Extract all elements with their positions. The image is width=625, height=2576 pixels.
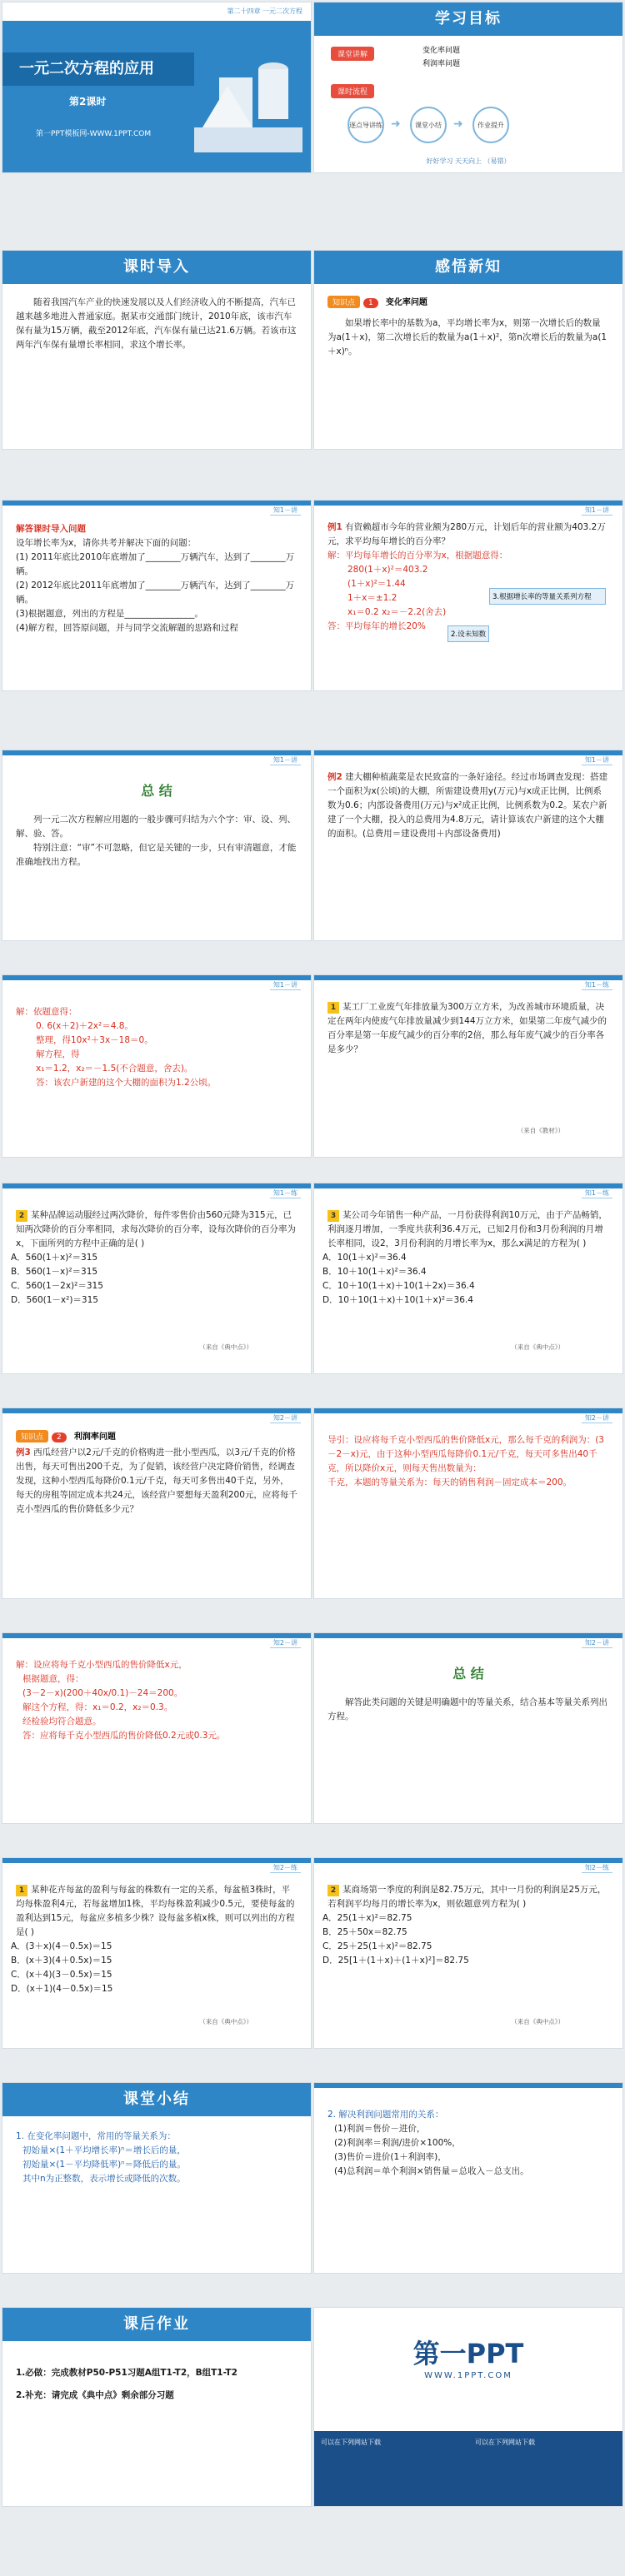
- flow-step-1: 逐点导讲练: [348, 107, 384, 143]
- item2-pill: 课时流程: [331, 84, 374, 98]
- header-bar: 第二十四章 一元二次方程: [2, 2, 311, 21]
- l3: (2)利润率＝利润/进价×100%，: [334, 2138, 461, 2148]
- summary-title: 总 结: [452, 1666, 484, 1682]
- slide-homework: [2, 2307, 312, 2507]
- kp-number: 1: [363, 298, 378, 308]
- l2: 根据题意，得：: [22, 1674, 84, 1684]
- tag: 知1－练: [270, 1188, 301, 1198]
- kp-name: 变化率问题: [385, 298, 428, 307]
- slide-solution-2: [2, 974, 312, 1158]
- slide-guide-3: [313, 1408, 623, 1599]
- source: （来自《典中点》）: [199, 1343, 252, 1351]
- q1: (1) 2011年底比2010年底增加了________万辆汽车，达到了________万辆。: [16, 552, 295, 576]
- q-body: 某工厂工业废气年排放量为300万立方米，为改善城市环境质量，决定在两年内使废气年排放量减少到144万立方米，如果第二年废气减少的百分率是第一年废气减少的百分率的2倍，那么每年废气减少的百分率各是多少？: [328, 1002, 608, 1054]
- slide-practice-4: [2, 1857, 312, 2049]
- slide-example-1: [313, 500, 623, 691]
- flow-step-3: 作业提升: [472, 107, 509, 143]
- arrow-right-icon: ➜: [391, 117, 401, 131]
- tag: 知1－练: [582, 1188, 612, 1198]
- slide-lesson-summary: [2, 2082, 312, 2274]
- kp-label: 知识点: [328, 296, 360, 308]
- opt-a: A．(3＋x)(4－0.5x)＝15: [11, 1941, 112, 1951]
- q-num: 2: [328, 1885, 339, 1896]
- opt-c: C．560(1－2x)²＝315: [11, 1281, 103, 1291]
- slide-branding: [313, 2307, 623, 2507]
- slide-objectives: [313, 2, 623, 173]
- q-num: 2: [16, 1210, 28, 1222]
- l5: x₁＝1.2，x₂＝－1.5(不合题意，舍去)。: [36, 1064, 193, 1074]
- l4: 解方程，得: [36, 1049, 80, 1059]
- opt-c: C．25＋25(1＋x)²＝82.75: [322, 1941, 432, 1951]
- q-body: 某公司今年销售一种产品，一月份获得利润10万元，由于产品畅销，利润逐月增加，一季度共获利36.4万元，已知2月份和3月份利润的月增长率相同，设2，3月份利润的月增长率为x，那么x满足的方程为( ): [328, 1210, 608, 1248]
- ans-5: x₁＝0.2 x₂＝－2.2(舍去): [348, 607, 447, 617]
- l6: 答：该农户新建的这个大棚的面积为1.2公顷。: [36, 1078, 217, 1088]
- opt-b: B．(x＋3)(4＋0.5x)＝15: [11, 1956, 112, 1966]
- tag: 知2－讲: [270, 1638, 301, 1648]
- source: （来自《典中点》）: [199, 2018, 252, 2025]
- slide-practice-2: [2, 1183, 312, 1374]
- item1-b: 利润率问题: [422, 60, 461, 68]
- l3: (3－2－x)(200＋40x/0.1)－24＝200。: [22, 1688, 183, 1698]
- ex-label: 例3: [16, 1447, 31, 1457]
- q-body: 某商场第一季度的利润是82.75万元，其中一月份的利润是25万元，若利润平均每月的增长率为x，则依题意列方程为( ): [328, 1885, 607, 1909]
- slide-title: [2, 2, 312, 173]
- tag: 知1－讲: [270, 755, 301, 765]
- ans-2: 280(1＋x)²＝403.2: [348, 565, 428, 575]
- tag: 知2－讲: [582, 1638, 612, 1648]
- arrow-right-icon: ➜: [453, 117, 463, 131]
- guide-l2: 千克，本题的等量关系为：每天的销售利润－固定成本＝200。: [328, 1477, 572, 1487]
- slide-solution-3: [2, 1632, 312, 1824]
- summary-body-2: 特别注意：“审”不可忽略，但它是关键的一步，只有审清题意，才能准确地找出方程。: [16, 843, 297, 867]
- callout-3: 3.根据增长率的等量关系列方程: [489, 588, 606, 605]
- l1: 2. 解决利润问题常用的关系：: [328, 2110, 444, 2120]
- tag: 知2－练: [582, 1863, 612, 1873]
- footer: 好好学习 天天向上 （易错）: [426, 157, 511, 165]
- l3: 初始量×(1－平均降低率)ⁿ＝降低后的量。: [22, 2160, 186, 2170]
- slide-knowledge-1: [313, 250, 623, 450]
- l6: 答：应将每千克小型西瓜的售价降低0.2元或0.3元。: [22, 1731, 226, 1741]
- objectives-title: 学习目标: [314, 2, 622, 36]
- callout-2: 2.设未知数: [448, 625, 489, 642]
- q-num: 1: [328, 1002, 339, 1014]
- slide-intro: [2, 250, 312, 450]
- homework-title: 课后作业: [2, 2308, 311, 2341]
- slide-example-2: [313, 750, 623, 941]
- item1-pill: 课堂讲解: [331, 47, 374, 61]
- geometry-shapes-icon: [194, 36, 302, 152]
- l5: (4)总利润＝单个利润×销售量＝总收入－总支出。: [334, 2166, 529, 2176]
- l2: (1)利润＝售价－进价，: [334, 2124, 426, 2134]
- ans-3: (1＋x)²＝1.44: [348, 579, 406, 589]
- q-body: 某种品牌运动服经过两次降价，每件零售价由560元降为315元，已知两次降价的百分率相同，求每次降价的百分率，设每次降价的百分率为x，下面所列的方程中正确的是( ): [16, 1210, 296, 1248]
- brand-url: WWW.1PPT.COM: [424, 2371, 512, 2380]
- q-num: 3: [328, 1210, 339, 1222]
- q-num: 1: [16, 1885, 28, 1896]
- opt-b: B．25＋50x＝82.75: [322, 1927, 408, 1937]
- subtitle: 第2课时: [69, 96, 107, 107]
- l3: 整理，得10x²＋3x－18＝0。: [36, 1035, 153, 1045]
- slide-summary-2: [313, 1632, 623, 1824]
- source: （来自《典中点》）: [511, 2018, 564, 2025]
- tag: 知1－讲: [270, 980, 301, 990]
- opt-d: D．25[1＋(1＋x)＋(1＋x)²]＝82.75: [322, 1956, 469, 1966]
- q-body: 某种花卉每盆的盈利与每盆的株数有一定的关系，每盆植3株时，平均每株盈利4元，若每盆增加1株，平均每株盈利减少0.5元，要使每盆的盈利达到15元，每盆应多植多少株？设每盆多植x株，则可以列出的方程是( ): [16, 1885, 295, 1937]
- guide-l1: 导引：设应将每千克小型西瓜的售价降低x元，那么每千克的利润为：(3－2－x)元，由于这种小型西瓜每降价0.1元/千克，每天可多售出40千克，所以降价x元，则每天售出数量为：: [328, 1435, 604, 1473]
- q3: (3)根据题意，列出的方程是________________。: [16, 609, 203, 619]
- l5: 经检验均符合题意。: [22, 1717, 102, 1726]
- tag: 知2－讲: [582, 1413, 612, 1423]
- ans-4: 1＋x＝±1.2: [348, 593, 398, 603]
- slide-solve-intro: [2, 500, 312, 691]
- ans-1: 解：平均每年增长的百分率为x，根据题意得：: [328, 551, 508, 561]
- tag: 知1－讲: [270, 506, 301, 516]
- opt-c: C．10＋10(1＋x)＋10(1＋2x)＝36.4: [322, 1281, 475, 1291]
- kp-number: 2: [52, 1432, 67, 1442]
- source: （来自《教材》）: [517, 1127, 564, 1134]
- tag: 知1－练: [582, 980, 612, 990]
- l1: 解：设应将每千克小型西瓜的售价降低x元，: [16, 1660, 188, 1670]
- site-text: 第一PPT模板网-WWW.1PPT.COM: [36, 130, 152, 138]
- slide-summary-1: [2, 750, 312, 941]
- slide-profit-relations: [313, 2082, 623, 2274]
- l2: 初始量×(1＋平均增长率)ⁿ＝增长后的量，: [22, 2145, 186, 2155]
- opt-b: B．10＋10(1＋x)²＝36.4: [322, 1267, 427, 1277]
- ans-6: 答：平均每年的增长20%: [328, 621, 426, 631]
- links-right: 可以在下列网站下载: [475, 2439, 535, 2446]
- tag: 知1－讲: [582, 755, 612, 765]
- ex-label: 例2: [328, 772, 342, 782]
- slide-knowledge-2: [2, 1408, 312, 1599]
- title-band: 一元二次方程的应用: [2, 52, 194, 86]
- q4: (4)解方程，回答原问题，并与同学交流解题的思路和过程: [16, 623, 238, 633]
- intro-body: 随着我国汽车产业的快速发展以及人们经济收入的不断提高，汽车已越来越多地进入普通家庭。据某市交通部门统计，2010年底，该市汽车保有量为15万辆，截至2012年底，汽车保有量已达21.6万辆。若该市这两年汽车保有量增长率相同，求这个增长率。: [16, 297, 297, 350]
- kp-body: 如果增长率中的基数为a，平均增长率为x，则第一次增长后的数量为a(1＋x)，第二次增长后的数量为a(1＋x)²，第n次增长后的数量为a(1＋x)ⁿ。: [328, 318, 608, 356]
- tag: 知2－讲: [270, 1413, 301, 1423]
- slide-practice-3: [313, 1183, 623, 1374]
- l4: 其中n为正整数，表示增长或降低的次数。: [22, 2174, 186, 2184]
- opt-a: A．25(1＋x)²＝82.75: [322, 1913, 412, 1923]
- l1: 1. 在变化率问题中，常用的等量关系为：: [16, 2131, 176, 2141]
- l1: 解：依题意得：: [16, 1007, 78, 1017]
- insight-title: 感悟新知: [314, 251, 622, 284]
- source: （来自《典中点》）: [511, 1343, 564, 1351]
- q0: 设年增长率为x，请你共考并解决下面的问题：: [16, 538, 197, 548]
- kp-name: 利润率问题: [73, 1432, 116, 1442]
- ex-label: 例1: [328, 522, 342, 532]
- links-left: 可以在下列网站下载: [321, 2439, 381, 2446]
- opt-a: A．560(1＋x)²＝315: [11, 1253, 98, 1263]
- solve-head: 解答课时导入问题: [16, 524, 86, 534]
- item1-a: 变化率问题: [422, 47, 461, 55]
- opt-c: C．(x＋4)(3－0.5x)＝15: [11, 1970, 112, 1980]
- ex-body: 西瓜经营户以2元/千克的价格购进一批小型西瓜，以3元/千克的价格出售，每天可售出200千克，为了促销，该经营户决定降价销售，经调查发现，这种小型西瓜每降价0.1元/千克，每天可多售出40千克，另外，每天的房租等固定成本共24元，该经营户要想每天盈利200元，应将每千克小型西瓜的售价降低多少元？: [16, 1447, 298, 1514]
- flow-step-2: 课堂小结: [410, 107, 447, 143]
- opt-d: D．10＋10(1＋x)＋10(1＋x)²＝36.4: [322, 1295, 473, 1305]
- l4: (3)售价＝进价(1＋利润率)，: [334, 2152, 447, 2162]
- summary-title: 总 结: [141, 783, 172, 799]
- tag: 知1－讲: [582, 506, 612, 516]
- l4: 解这个方程，得：x₁＝0.2，x₂＝0.3。: [22, 1702, 173, 1712]
- q2: (2) 2012年底比2011年底增加了________万辆汽车，达到了________万辆。: [16, 580, 295, 605]
- summary-body: 解答此类问题的关键是明确题中的等量关系，结合基本等量关系列出方程。: [328, 1697, 608, 1721]
- opt-d: D．(x＋1)(4－0.5x)＝15: [11, 1984, 113, 1994]
- opt-b: B．560(1－x)²＝315: [11, 1267, 98, 1277]
- opt-a: A．10(1＋x)²＝36.4: [322, 1253, 407, 1263]
- opt-d: D．560(1－x²)＝315: [11, 1295, 98, 1305]
- brand-logo: 第一PPT: [412, 2338, 524, 2369]
- slide-practice-5: [313, 1857, 623, 2049]
- l2: 0. 6(x＋2)＋2x²＝4.8。: [36, 1021, 133, 1031]
- ex-question: 有资赖超市今年的营业额为280万元，计划后年的营业额为403.2万元，求平均每年增长的百分率？: [328, 522, 606, 546]
- intro-title: 课时导入: [2, 251, 311, 284]
- hw-1: 1.必做：完成教材P50-P51习题A组T1-T2，B组T1-T2: [16, 2368, 238, 2378]
- tag: 知2－练: [270, 1863, 301, 1873]
- ex-body: 建大棚种植蔬菜是农民致富的一条好途径。经过市场调查发现：搭建一个面积为x(公顷)的大棚，所需建设费用y(万元)与x成正比例，比例系数为0.6；内部设备费用(万元)与x²成正比例，比例系数为0.2。某农户新建了一个大棚，投入的总费用为4.8万元，请计算该农户新建的这个大棚的面积。(总费用＝建设费用＋内部设备费用): [328, 772, 608, 839]
- kp-label: 知识点: [16, 1430, 48, 1442]
- slide-practice-1: [313, 974, 623, 1158]
- hw-2: 2.补充：请完成《典中点》剩余部分习题: [16, 2390, 174, 2400]
- lesson-summary-title: 课堂小结: [2, 2083, 311, 2116]
- summary-body: 列一元二次方程解应用题的一般步骤可归结为六个字：审、设、列、解、验、答。: [16, 815, 296, 839]
